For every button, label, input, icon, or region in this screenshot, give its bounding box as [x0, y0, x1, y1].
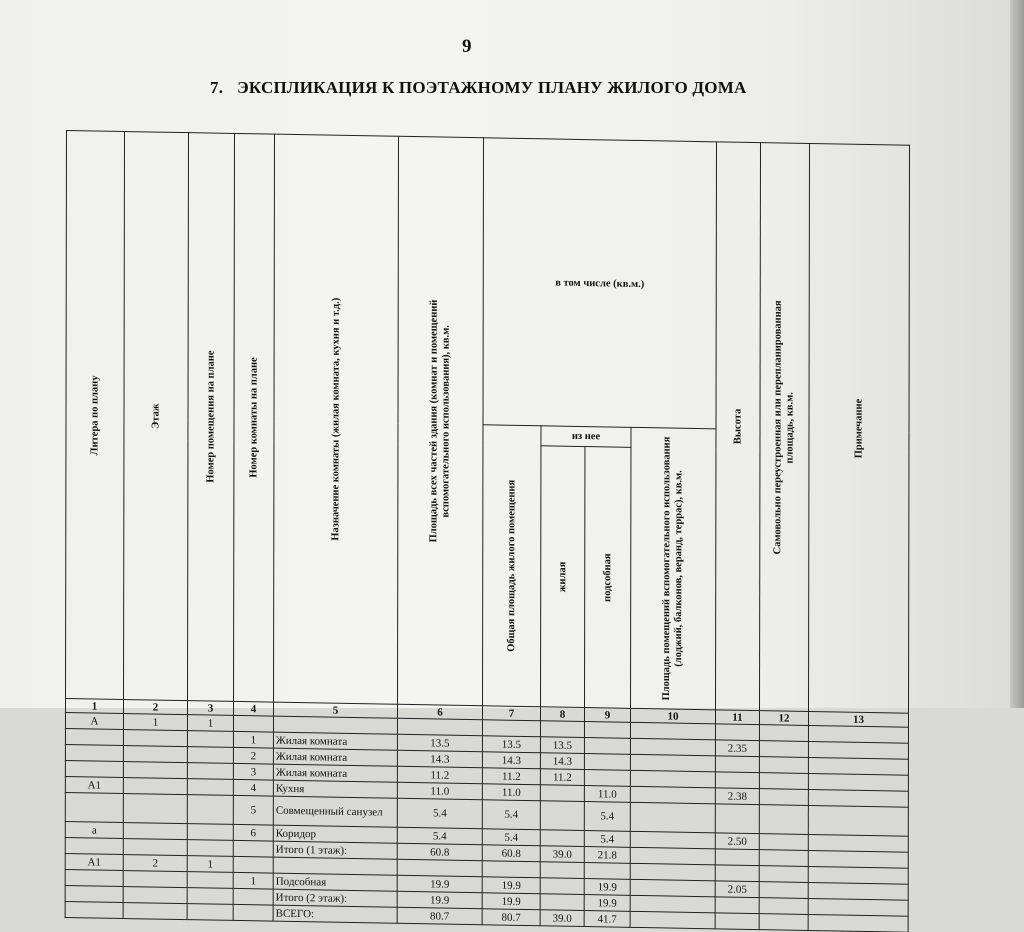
table-row: 3 Жилая комната 11.2 11.2 11.2: [65, 760, 908, 791]
header-floor: Этаж: [124, 132, 189, 701]
header-auxiliary-premises: Площадь помещений вспомогательного использования (лоджий, балконов, веранд, террас), кв.м.: [631, 427, 716, 709]
table-row: а 6 Коридор 5.4 5.4 5.4 2.50: [65, 821, 908, 852]
header-height: Высота: [716, 142, 761, 711]
page-number: 9: [462, 36, 472, 57]
table-row: 1 Подсобная 19.9 19.9 19.9 2.05: [65, 869, 908, 900]
grand-total-row: ВСЕГО: 80.7 80.7 39.0 41.7: [65, 901, 908, 932]
header-residential-area: Общая площадь жилого помещения: [483, 425, 541, 707]
header-auxiliary: подсобная: [585, 447, 631, 708]
table-row: А1 4 Кухня 11.0 11.0 11.0 2.38: [65, 776, 908, 807]
subtotal-row: Итого (2 этаж): 19.9 19.9 19.9: [65, 885, 908, 916]
document-title: [210, 78, 746, 98]
header-room-number: Номер комнаты на плане: [234, 133, 275, 702]
header-total-area: Площадь всех частей здания (комнат и помещений вспомогательного использования), кв.м.: [398, 136, 484, 705]
subtotal-row: Итого (1 этаж): 60.8 60.8 39.0 21.8: [65, 837, 908, 868]
header-note: Примечание: [809, 143, 910, 713]
header-unauthorized-area: Самовольно переустроенная или перепланированная площадь, кв.м.: [760, 143, 810, 712]
table-row: А 1 1: [65, 712, 908, 743]
header-litera: Литера по плану: [66, 131, 125, 700]
header-room-purpose: Назначение комнаты (жилая комната, кухня и т.д.): [274, 134, 399, 704]
table-row: А1 2 1: [65, 853, 908, 884]
table-row: 1 Жилая комната 13.5 13.5 13.5 2.35: [65, 728, 908, 759]
header-subgroup-of-which: из нее: [541, 426, 631, 448]
header-group-including: в том числе (кв.м.): [483, 138, 717, 429]
section-number: 7.: [210, 78, 224, 97]
column-number-row: 1 2 3 4 5 6 7 8 9 10 11 12 13: [65, 698, 908, 727]
table-row: 5 Совмещенный санузел 5.4 5.4 5.4: [65, 792, 908, 836]
table-row: 2 Жилая комната 14.3 14.3 14.3: [65, 744, 908, 775]
explication-table: [65, 130, 910, 932]
header-unit-number: Номер помещения на плане: [188, 133, 235, 702]
header-living: жилая: [541, 446, 585, 707]
section-title: ЭКСПЛИКАЦИЯ К ПОЭТАЖНОМУ ПЛАНУ ЖИЛОГО ДОМА: [237, 78, 747, 97]
page-edge: [1010, 0, 1024, 708]
